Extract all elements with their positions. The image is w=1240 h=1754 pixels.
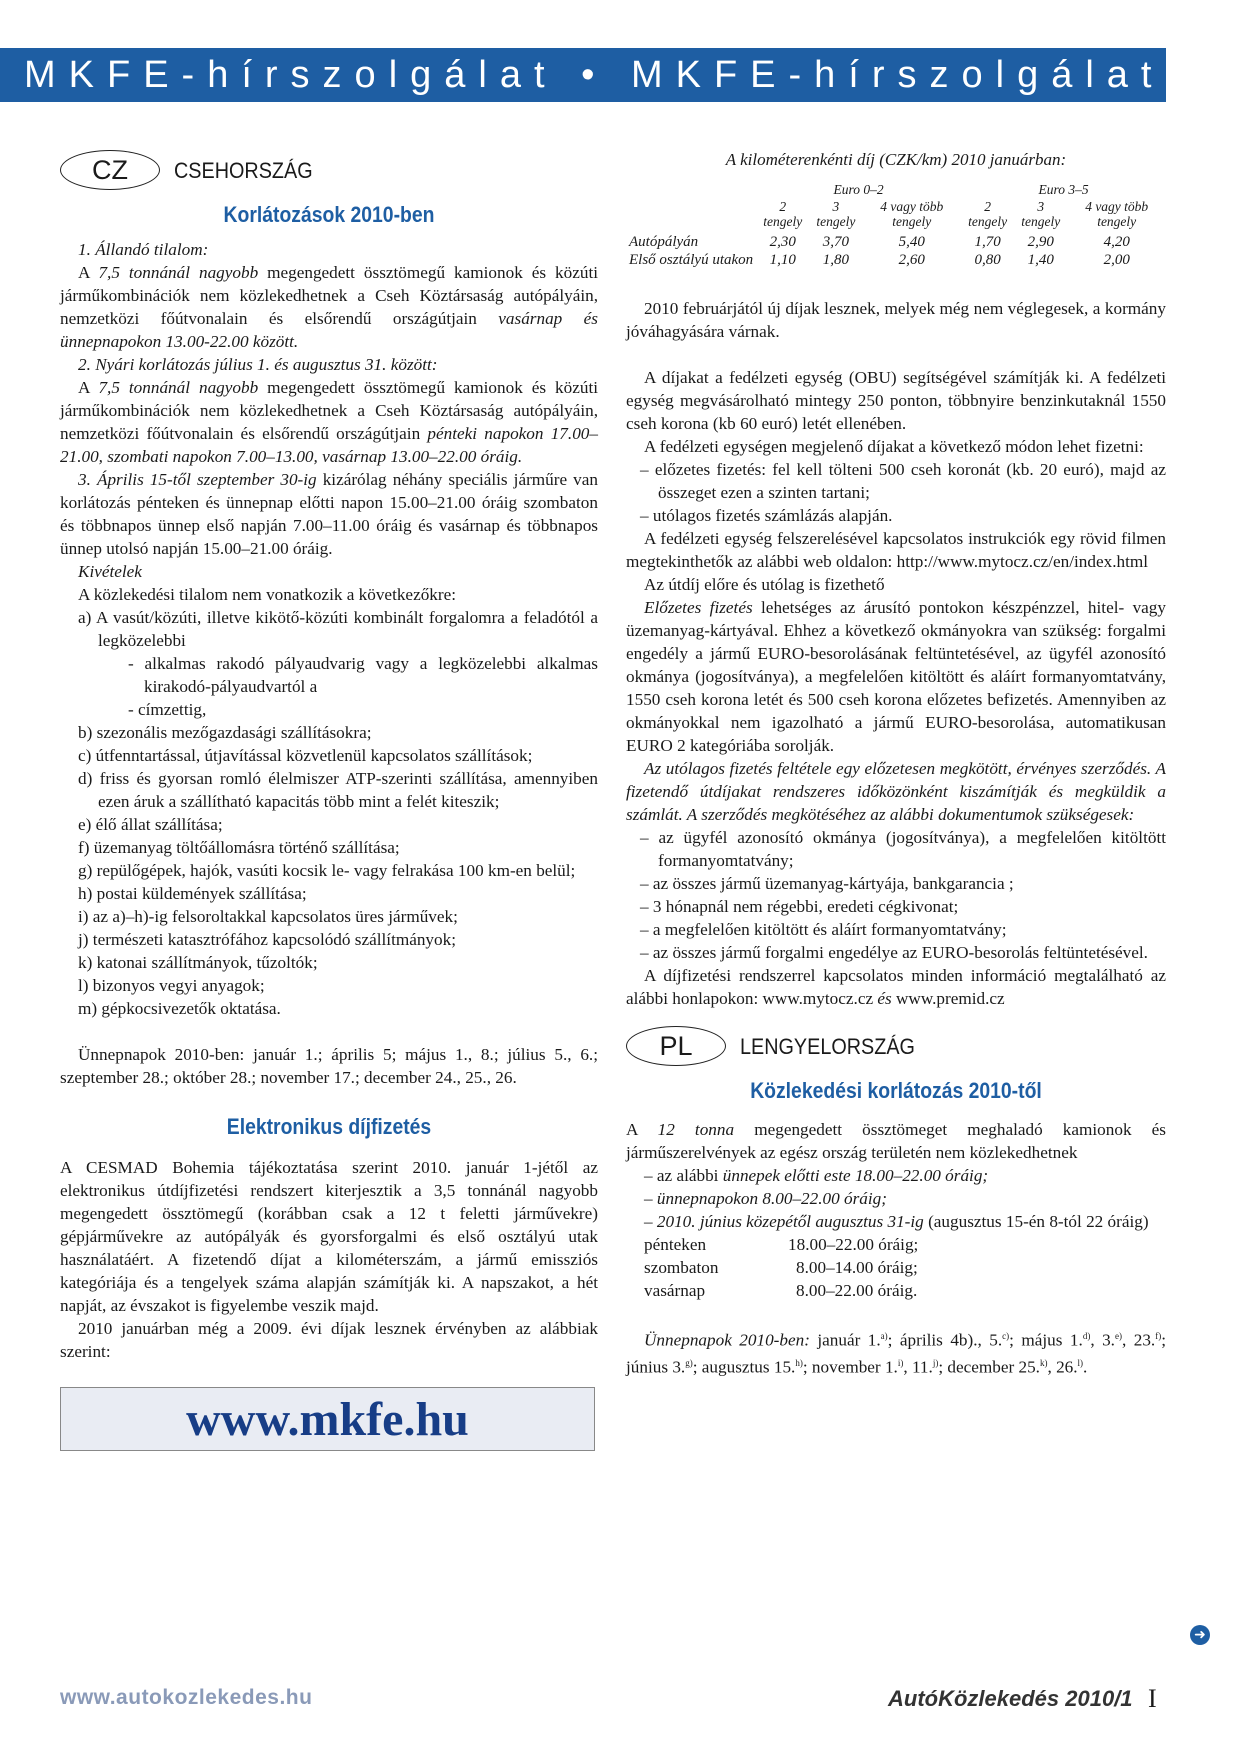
paragraph: 2. Nyári korlátozás július 1. és augusztus 31. között:	[78, 355, 438, 374]
list-item: f) üzemanyag töltőállomásra történő szállítása;	[78, 838, 400, 857]
section-heading: Korlátozások 2010-ben	[223, 202, 435, 227]
subheading: Kivételek	[78, 562, 142, 581]
paragraph: 2010 januárban még a 2009. évi díjak lesznek érvényben az alábbiak szerint:	[60, 1319, 598, 1361]
list-item: d) friss és gyorsan romló élelmiszer ATP-szerinti szállítása, amennyiben ezen áruk a szállítható kapacitás több mint a felét kiteszik;	[78, 769, 598, 811]
list-item: l) bizonyos vegyi anyagok;	[78, 976, 265, 995]
list-item: – az ügyfél azonosító okmánya (jogosítványa), a megfelelően kitöltött formanyomtatvány;	[640, 828, 1166, 870]
table-header: 2 tengely	[763, 199, 803, 229]
list-item: g) repülőgépek, hajók, vasúti kocsik le- vagy felrakása 100 km-en belül;	[78, 861, 576, 880]
footer-magazine: AutóKözlekedés 2010/1	[888, 1686, 1133, 1711]
list-item: – utólagos fizetés számlázás alapján.	[640, 506, 893, 525]
schedule: pénteken 18.00–22.00 óráig; szombaton 8.00–14.00 óráig; vasárnap 8.00–22.00 óráig.	[644, 1235, 919, 1300]
table-group-header: Euro 0–2	[833, 182, 884, 197]
paragraph: A CESMAD Bohemia tájékoztatása szerint 2010. január 1-jétől az elektronikus útdíjfizetési rendszert kiterjesztik a 3,5 tonnánál nagyobb megengedett össztömegű (korábban csak a 12 t feletti járművekre) gépjárművekre az autópályák és gyorsforgalmi és első osztályú utak használatáért. A fizetendő díjat a kilométerszám, a jármű emissziós kategóriája és a tengelyek száma alapján számítják ki. A napszakot, a hét napját, az évszakot is figyelembe veszik majd.	[60, 1158, 598, 1315]
list-item: i) az a)–h)-ig felsoroltakkal kapcsolatos üres járművek;	[78, 907, 458, 926]
table-header: 4 vagy több tengely	[1085, 199, 1149, 229]
banner: MKFE-hírszolgálat • MKFE-hírszolgálat	[0, 48, 1166, 102]
list-item: – az összes jármű forgalmi engedélye az EURO-besorolás feltüntetésével.	[640, 943, 1148, 962]
table-header: 3 tengely	[816, 199, 856, 229]
country-name: CSEHORSZÁG	[174, 157, 313, 183]
paragraph: A díjfizetési rendszerrel kapcsolatos minden információ megtalálható az alábbi honlapokon: www.mytocz.cz és www.premid.cz	[626, 966, 1166, 1008]
list-item: b) szezonális mezőgazdasági szállításokra;	[78, 723, 372, 742]
list-item: e) élő állat szállítása;	[78, 815, 223, 834]
paragraph: A 7,5 tonnánál nagyobb megengedett össztömegű kamionok és közúti járműkombinációk nem közlekedhetnek a Cseh Köztársaság autópályáin, nemzetközi főútvonalain és elsőrendű országútjain vasárnap és ünnepnapokon 13.00-22.00 között.	[60, 263, 598, 351]
country-code-badge: CZ	[60, 150, 160, 190]
list-item: - alkalmas rakodó pályaudvarig vagy a legközelebbi alkalmas kirakodó-pályaudvartól a	[128, 654, 598, 696]
paragraph: Az utólagos fizetés feltétele egy előzetesen megkötött, érvényes szerződés. A fizetendő útdíjakat rendszeres időközönként kiszámítják és megküldik a számlát. A szerződés megkötéséhez az alábbi dokumentumok szükségesek:	[626, 759, 1166, 824]
list-item: – a megfelelően kitöltött és aláírt formanyomtatvány;	[640, 920, 1007, 939]
paragraph: Az útdíj előre és utólag is fizethető	[644, 575, 885, 594]
country-header-cz	[60, 148, 598, 192]
footer-website[interactable]: www.autokozlekedes.hu	[60, 1686, 313, 1709]
section-heading: Közlekedési korlátozás 2010-től	[750, 1078, 1042, 1103]
paragraph: A 7,5 tonnánál nagyobb megengedett össztömegű kamionok és közúti járműkombinációk nem közlekedhetnek a Cseh Köztársaság autópályáin, nemzetközi főútvonalain és elsőrendű országútjain pénteki napokon 17.00–21.00, szombati napokon 7.00–13.00, vasárnap 13.00–22.00 óráig.	[60, 378, 598, 466]
paragraph: 2010 februárjától új díjak lesznek, melyek még nem véglegesek, a kormány jóváhagyására várnak.	[626, 299, 1166, 341]
table-header: 4 vagy több tengely	[880, 199, 944, 229]
list-item: – ünnepnapokon 8.00–22.00 óráig;	[644, 1189, 887, 1208]
right-column	[626, 148, 1166, 1378]
list-item: – előzetes fizetés: fel kell tölteni 500 cseh koronát (kb. 20 euró), majd az összeget ezen a szinten tartani;	[640, 460, 1166, 502]
paragraph: 1. Állandó tilalom:	[78, 240, 209, 259]
left-column	[60, 148, 598, 1451]
list-item: c) útfenntartással, útjavítással közvetlenül kapcsolatos szállítások;	[78, 746, 533, 765]
table-header: 3 tengely	[1021, 199, 1061, 229]
arrow-right-icon[interactable]: ➜	[1190, 1625, 1210, 1645]
country-header-pl	[626, 1024, 1166, 1068]
list-item: – az alábbi ünnepek előtti este 18.00–22.00 óráig;	[644, 1166, 989, 1185]
table-header: 2 tengely	[968, 199, 1008, 229]
paragraph: A fedélzeti egység felszerelésével kapcsolatos instrukciók egy rövid filmen megtekinthetők az alábbi web oldalon: http://www.mytocz.cz/en/index.html	[626, 529, 1166, 571]
paragraph: Ünnepnapok 2010-ben: január 1.$^{a)}$; április 4b)., 5.$^{c)}$; május 1.$^{d)}$, 3.$^{e)}$, 23.$^{f)}$; június 3.$^{g)}$; augusztus 15.$^{h)}$; november 1.$^{i)}$, 11.$^{j)}$; december 25.$^{k)}$, 26.$^{l)}$.	[626, 1330, 1166, 1377]
list-item: a) A vasút/közúti, illetve kikötő-közúti kombinált forgalomra a feladótól a legközelebbi	[78, 608, 598, 650]
list-item: m) gépkocsivezetők oktatása.	[78, 999, 281, 1018]
list-item: k) katonai szállítmányok, tűzoltók;	[78, 953, 318, 972]
paragraph: A közlekedési tilalom nem vonatkozik a következőkre:	[78, 585, 457, 604]
fee-table	[626, 181, 1166, 269]
table-group-header: Euro 3–5	[1038, 182, 1089, 197]
list-item: – 2010. június közepétől augusztus 31-ig (augusztus 15-én 8-tól 22 óráig)	[644, 1212, 1149, 1231]
paragraph: A díjakat a fedélzeti egység (OBU) segítségével számítják ki. A fedélzeti egység megvásárolható mintegy 250 ponton, többnyire benzinkutaknál 1550 cseh korona (kb 60 euró) letét ellenében.	[626, 368, 1166, 433]
table-title: A kilométerenkénti díj (CZK/km) 2010 januárban:	[725, 150, 1067, 169]
list-item: – 3 hónapnál nem régebbi, eredeti cégkivonat;	[640, 897, 959, 916]
table-row: Autópályán 2,30 3,70 5,40 1,70 2,90 4,20	[629, 234, 1130, 250]
paragraph: 3. Április 15-től szeptember 30-ig kizárólag néhány speciális járműre van korlátozás pénteken és ünnepnap előtti napon 15.00–21.00 óráig szombaton és többnapos ünnep első napján 7.00–11.00 óráig és vasárnap és többnapos ünnep utolsó napján 15.00–21.00 óráig.	[60, 470, 599, 558]
paragraph: A 12 tonna megengedett össztömeget meghaladó kamionok és járműszerelvények az egész ország területén nem közlekedhetnek	[626, 1120, 1167, 1162]
country-code-badge: PL	[626, 1026, 726, 1066]
list-item: - címzettig,	[128, 700, 207, 719]
list-item: h) postai küldemények szállítása;	[78, 884, 307, 903]
list-item: – az összes jármű üzemanyag-kártyája, bankgarancia ;	[640, 874, 1014, 893]
country-name: LENGYELORSZÁG	[740, 1033, 915, 1059]
list-item: j) természeti katasztrófához kapcsolódó szállítmányok;	[78, 930, 456, 949]
section-heading: Elektronikus díjfizetés	[226, 1114, 432, 1139]
paragraph: A fedélzeti egységen megjelenő díjakat a következő módon lehet fizetni:	[644, 437, 1144, 456]
paragraph: Előzetes fizetés lehetséges az árusító pontokon készpénzzel, hitel- vagy üzemanyag-kártyával. Ehhez a következő okmányokra van szükség: forgalmi engedély a jármű EURO-besorolásának feltüntetésével, az ügyfél azonosító okmánya (jogosítványa), a megfelelően kitöltött és aláírt formanyomtatvány, 1550 cseh korona letét és 500 cseh korona előzetes befizetés. Amennyiben az okmányokkal nem igazolható a jármű EURO-besorolása, automatikusan EURO 2 kategóriába sorolják.	[626, 598, 1166, 755]
table-row: Első osztályú utakon 1,10 1,80 2,60 0,80 1,40 2,00	[629, 252, 1130, 268]
page-number: I	[1148, 1684, 1157, 1713]
paragraph: Ünnepnapok 2010-ben: január 1.; április 5; május 1., 8.; július 5., 6.; szeptember 28.; október 28.; november 17.; december 24., 25., 26.	[60, 1045, 598, 1087]
website-banner[interactable]: www.mkfe.hu	[60, 1387, 595, 1451]
